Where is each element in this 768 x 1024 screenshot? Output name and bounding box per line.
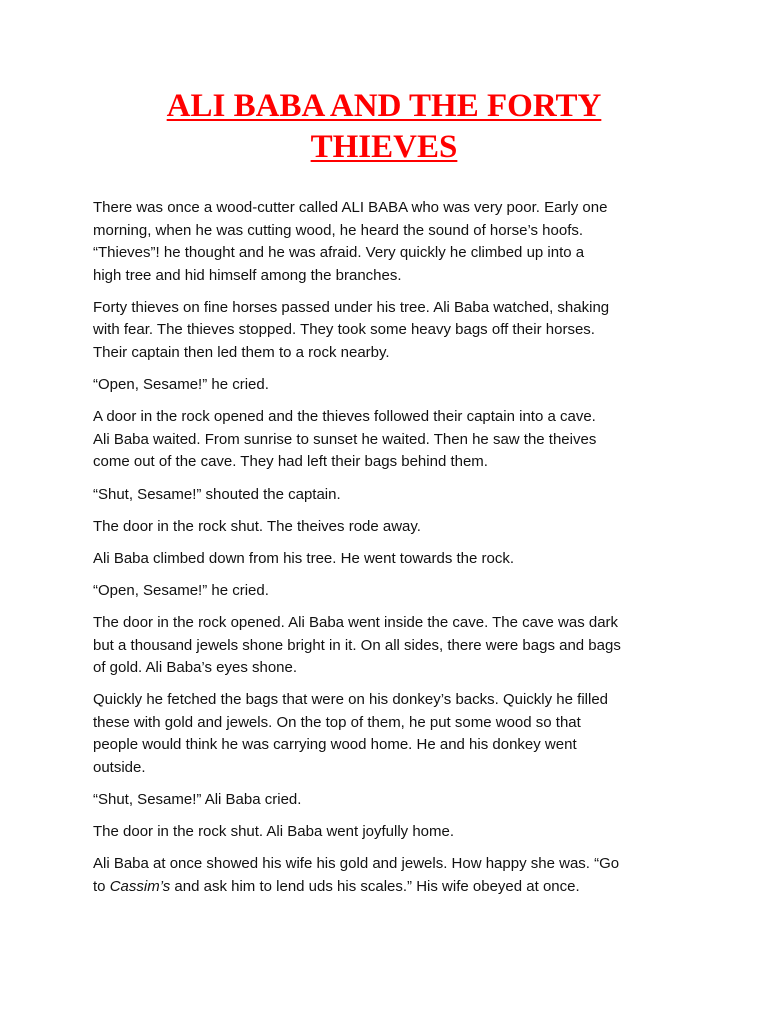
paragraph-line: The door in the rock shut. Ali Baba went joyfully home. [93, 823, 455, 841]
paragraph-line: Ali Baba climbed down from his tree. He went towards the rock. [93, 549, 515, 567]
paragraph-10 [93, 689, 693, 779]
paragraph-line [93, 876, 693, 899]
paragraph-line: of gold. Ali Baba’s eyes shone. [93, 659, 298, 677]
title-line-1: ALI BABA AND THE FORTY [166, 88, 602, 124]
paragraph-line: outside. [93, 758, 146, 776]
paragraph-line: “Open, Sesame!” he cried. [93, 581, 269, 599]
paragraph-3 [93, 374, 693, 397]
paragraph-line: Ali Baba at once showed his wife his gold and jewels. How happy she was. “Go [93, 855, 620, 873]
paragraph-11 [93, 789, 693, 812]
paragraph-5 [93, 484, 693, 507]
name-cassim: Cassim’s [109, 877, 171, 895]
paragraph-line: “Shut, Sesame!” Ali Baba cried. [93, 791, 302, 809]
paragraph-line: A door in the rock opened and the thieves followed their captain into a cave. [93, 408, 596, 426]
paragraph-9 [93, 612, 693, 680]
paragraph-line: high tree and hid himself among the branches. [93, 266, 402, 284]
paragraph-line: these with gold and jewels. On the top of them, he put some wood so that [93, 713, 581, 731]
paragraph-2 [93, 297, 693, 365]
text-run: and ask him to lend uds his scales.” His wife obeyed at once. [170, 877, 580, 895]
paragraph-line: with fear. The thieves stopped. They took some heavy bags off their horses. [93, 321, 595, 339]
paragraph-line: There was once a wood-cutter called ALI BABA who was very poor. Early one [93, 199, 608, 216]
paragraph-line: “Open, Sesame!” he cried. [93, 376, 269, 394]
paragraph-12 [93, 821, 693, 844]
paragraph-line: Ali Baba waited. From sunrise to sunset he waited. Then he saw the theives [93, 430, 597, 448]
paragraph-line: people would think he was carrying wood home. He and his donkey went [93, 736, 577, 754]
paragraph-line: Quickly he fetched the bags that were on his donkey’s backs. Quickly he filled [93, 691, 609, 709]
paragraph-line: Forty thieves on fine horses passed under his tree. Ali Baba watched, shaking [93, 298, 610, 316]
paragraph-8 [93, 580, 693, 603]
title-line-2: THIEVES [310, 129, 458, 165]
text-run: to [93, 877, 110, 895]
paragraph-6 [93, 516, 693, 539]
paragraph-line: “Shut, Sesame!” shouted the captain. [93, 485, 341, 503]
paragraph-line: “Thieves”! he thought and he was afraid. Very quickly he climbed up into a [93, 244, 585, 262]
paragraph-last [93, 853, 693, 898]
story-body [93, 197, 693, 908]
paragraph-1 [93, 197, 693, 287]
page-title [60, 86, 708, 168]
paragraph-line: morning, when he was cutting wood, he heard the sound of horse’s hoofs. [93, 221, 584, 239]
paragraph-line: The door in the rock shut. The theives rode away. [93, 517, 421, 535]
paragraph-7 [93, 548, 693, 571]
paragraph-line: The door in the rock opened. Ali Baba went inside the cave. The cave was dark [93, 613, 619, 631]
paragraph-line: come out of the cave. They had left their bags behind them. [93, 453, 488, 471]
paragraph-4 [93, 406, 693, 474]
paragraph-line: Their captain then led them to a rock nearby. [93, 344, 390, 362]
paragraph-line: but a thousand jewels shone bright in it. On all sides, there were bags and bags [93, 636, 621, 654]
